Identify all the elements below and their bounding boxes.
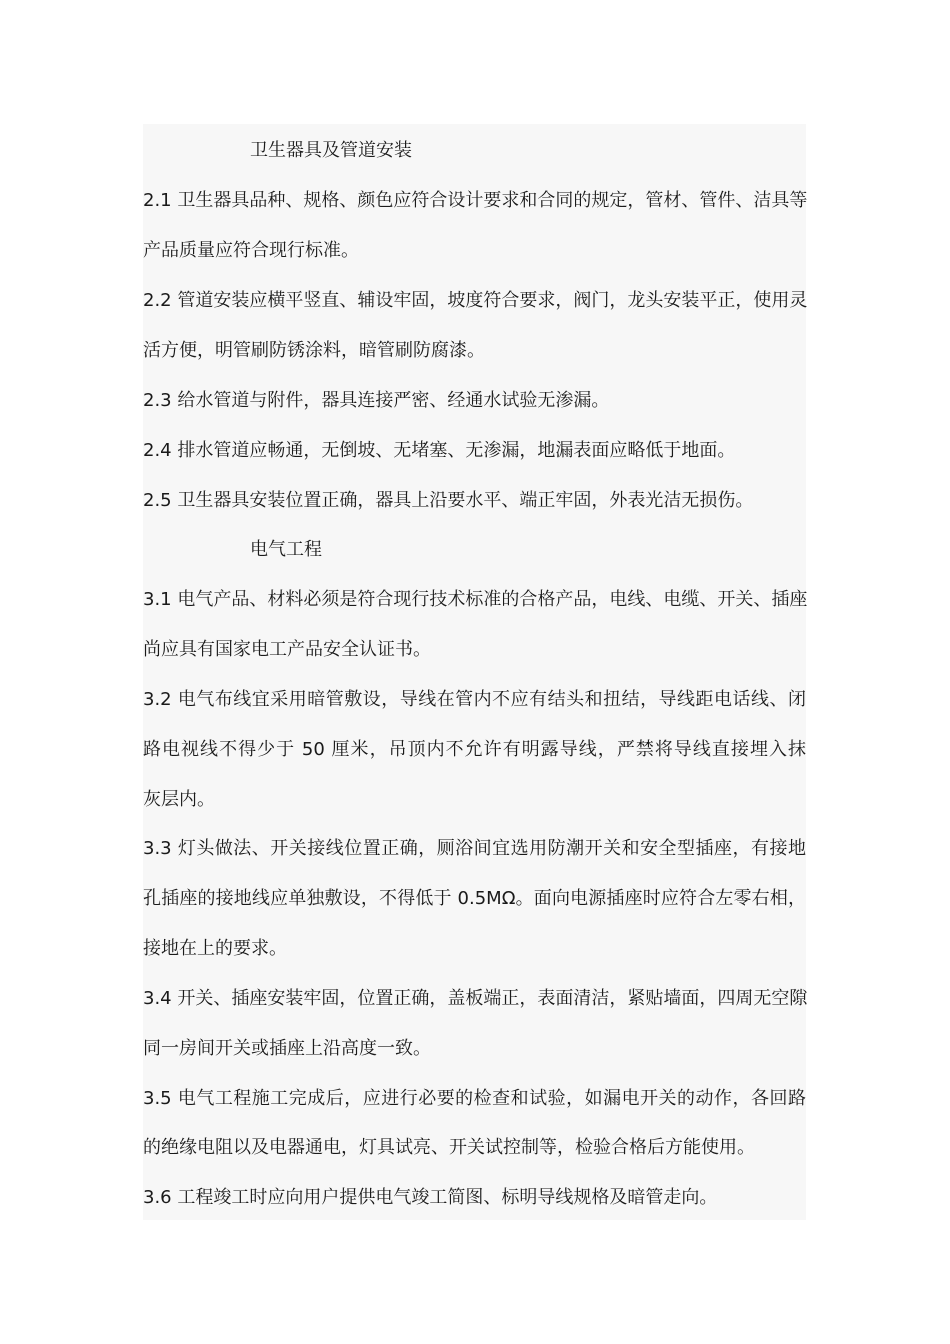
paragraph-3-1-line-2: 尚应具有国家电工产品安全认证书。: [143, 639, 431, 660]
paragraph-2-2-line-1: 2.2 管道安装应横平竖直、辅设牢固，坡度符合要求，阀门，龙头安装平正，使用灵: [143, 290, 808, 311]
paragraph-2-1-line-2: 产品质量应符合现行标准。: [143, 240, 359, 261]
paragraph-3-3-line-1: 3.3 灯头做法、开关接线位置正确，厕浴间宜选用防潮开关和安全型插座，有接地: [143, 838, 806, 859]
paragraph-3-1-line-1: 3.1 电气产品、材料必须是符合现行技术标准的合格产品，电线、电缆、开关、插座: [143, 589, 808, 610]
paragraph-3-3-line-3: 接地在上的要求。: [143, 938, 287, 959]
section-heading-sanitary: 卫生器具及管道安装: [250, 140, 412, 161]
paragraph-3-4-line-1: 3.4 开关、插座安装牢固，位置正确，盖板端正，表面清洁，紧贴墙面，四周无空隙: [143, 988, 808, 1009]
document-body: [143, 124, 806, 1220]
paragraph-2-2-line-2: 活方便，明管刷防锈涂料，暗管刷防腐漆。: [143, 340, 485, 361]
section-heading-electrical: 电气工程: [250, 539, 322, 560]
paragraph-3-2-line-3: 灰层内。: [143, 789, 215, 810]
paragraph-2-1-line-1: 2.1 卫生器具品种、规格、颜色应符合设计要求和合同的规定，管材、管件、洁具等: [143, 190, 808, 211]
paragraph-3-2-line-2: 路电视线不得少于 50 厘米，吊顶内不允许有明露导线，严禁将导线直接埋入抹: [143, 739, 806, 760]
paragraph-3-3-line-2: 孔插座的接地线应单独敷设，不得低于 0.5MΩ。面向电源插座时应符合左零右相，: [143, 888, 806, 909]
paragraph-2-4: 2.4 排水管道应畅通，无倒坡、无堵塞、无渗漏，地漏表面应略低于地面。: [143, 440, 736, 461]
paragraph-3-6: 3.6 工程竣工时应向用户提供电气竣工简图、标明导线规格及暗管走向。: [143, 1187, 718, 1208]
paragraph-2-3: 2.3 给水管道与附件，器具连接严密、经通水试验无渗漏。: [143, 390, 610, 411]
paragraph-3-5-line-1: 3.5 电气工程施工完成后，应进行必要的检查和试验，如漏电开关的动作，各回路: [143, 1088, 806, 1109]
paragraph-3-4-line-2: 同一房间开关或插座上沿高度一致。: [143, 1038, 431, 1059]
paragraph-3-5-line-2: 的绝缘电阻以及电器通电，灯具试亮、开关试控制等，检验合格后方能使用。: [143, 1137, 755, 1158]
paragraph-2-5: 2.5 卫生器具安装位置正确，器具上沿要水平、端正牢固，外表光洁无损伤。: [143, 490, 754, 511]
paragraph-3-2-line-1: 3.2 电气布线宜采用暗管敷设，导线在管内不应有结头和扭结，导线距电话线、闭: [143, 689, 806, 710]
